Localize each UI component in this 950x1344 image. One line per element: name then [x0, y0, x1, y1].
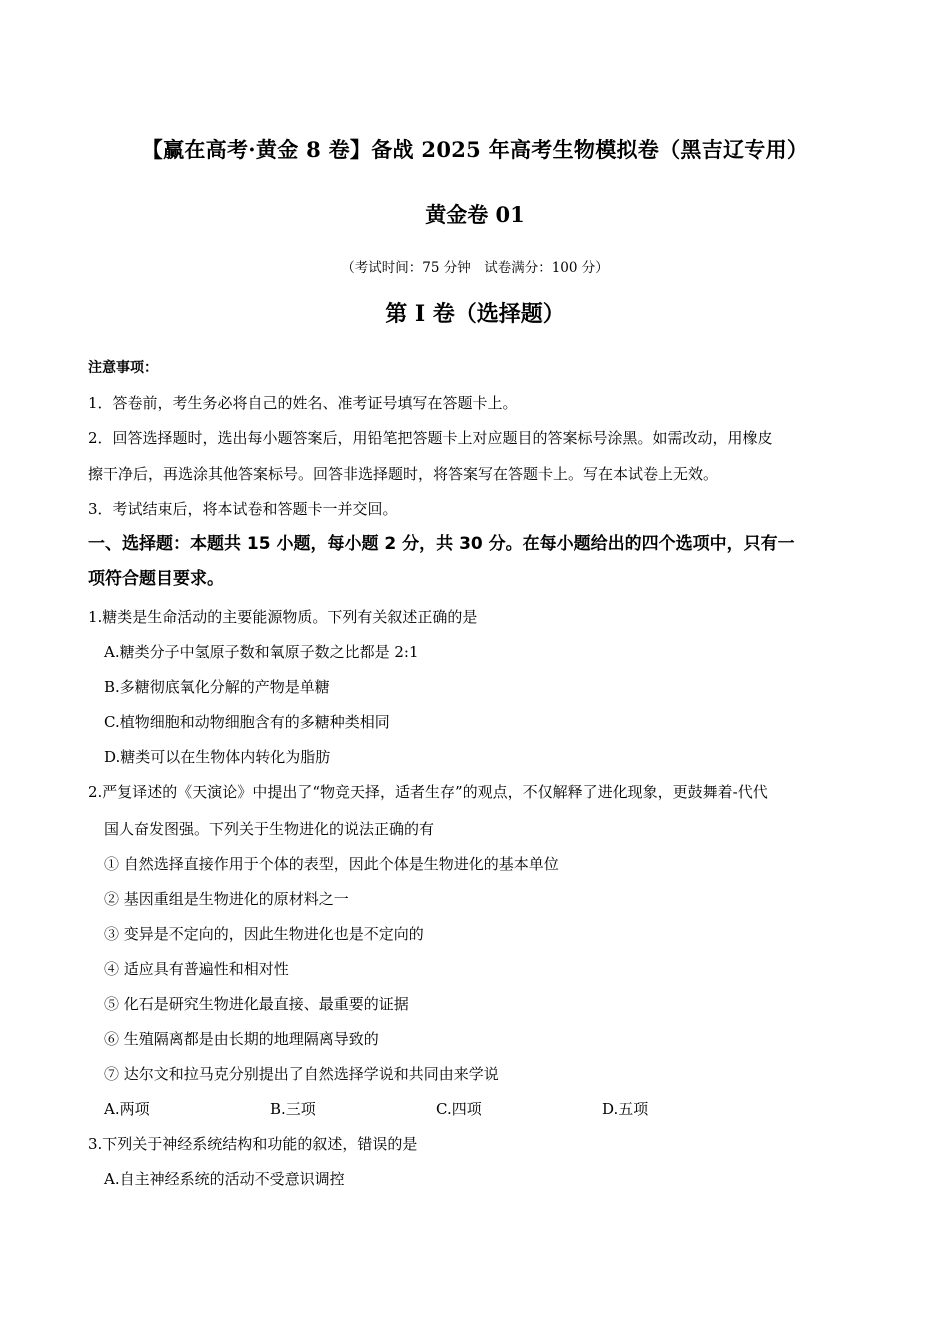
question-2-option-c: C.四项: [436, 1100, 482, 1118]
section-title: 第 I 卷（选择题）: [385, 301, 565, 327]
question-2-statement-7: ⑦ 达尔文和拉马克分别提出了自然选择学说和共同由来学说: [104, 1065, 499, 1083]
question-1-option-c: C.植物细胞和动物细胞含有的多糖种类相同: [104, 713, 390, 731]
question-2-statement-4: ④ 适应具有普遍性和相对性: [104, 960, 289, 978]
notes-heading: 注意事项：: [88, 360, 158, 376]
question-2-options: [0, 1098, 950, 1120]
exam-subtitle: 黄金卷 01: [425, 202, 525, 227]
question-2-option-b: B.三项: [270, 1100, 316, 1118]
question-2-option-a: A.两项: [104, 1100, 150, 1118]
question-2-statement-1: ① 自然选择直接作用于个体的表型，因此个体是生物进化的基本单位: [104, 855, 559, 873]
question-2-stem-line-1: 2.严复译述的《天演论》中提出了“物竞天择，适者生存”的观点，不仅解释了进化现象，更鼓舞着-代代: [88, 783, 768, 801]
question-2-statement-5: ⑤ 化石是研究生物进化最直接、最重要的证据: [104, 995, 409, 1013]
question-3-stem: 3.下列关于神经系统结构和功能的叙述，错误的是: [88, 1135, 418, 1153]
part-heading-line-2: 项符合题目要求。: [88, 569, 224, 589]
question-3-option-a: A.自主神经系统的活动不受意识调控: [104, 1170, 345, 1188]
notes-item-2-line-1: 2．回答选择题时，选出每小题答案后，用铅笔把答题卡上对应题目的答案标号涂黑。如需改动，用橡皮: [88, 429, 773, 447]
exam-info: （考试时间：75 分钟 试卷满分：100 分）: [341, 260, 609, 276]
question-2-option-d: D.五项: [602, 1100, 649, 1118]
question-1-option-a: A.糖类分子中氢原子数和氧原子数之比都是 2:1: [104, 643, 419, 661]
notes-item-3: 3．考试结束后，将本试卷和答题卡一并交回。: [88, 500, 398, 518]
notes-item-1: 1．答卷前，考生务必将自己的姓名、准考证号填写在答题卡上。: [88, 394, 518, 412]
part-heading-line-1: 一、选择题：本题共 15 小题，每小题 2 分，共 30 分。在每小题给出的四个选项中，只有一: [88, 534, 795, 554]
question-2-stem-line-2: 国人奋发图强。下列关于生物进化的说法正确的有: [104, 820, 435, 838]
question-2-statement-2: ② 基因重组是生物进化的原材料之一: [104, 890, 349, 908]
question-2-statement-3: ③ 变异是不定向的，因此生物进化也是不定向的: [104, 925, 424, 943]
notes-item-2-line-2: 擦干净后，再选涂其他答案标号。回答非选择题时，将答案写在答题卡上。写在本试卷上无效。: [88, 465, 719, 483]
exam-title: 【赢在高考·黄金 8 卷】备战 2025 年高考生物模拟卷（黑吉辽专用）: [141, 137, 809, 162]
question-1-option-b: B.多糖彻底氧化分解的产物是单糖: [104, 678, 330, 696]
question-2-statement-6: ⑥ 生殖隔离都是由长期的地理隔离导致的: [104, 1030, 379, 1048]
question-1-stem: 1.糖类是生命活动的主要能源物质。下列有关叙述正确的是: [88, 608, 478, 626]
question-1-option-d: D.糖类可以在生物体内转化为脂肪: [104, 748, 331, 766]
